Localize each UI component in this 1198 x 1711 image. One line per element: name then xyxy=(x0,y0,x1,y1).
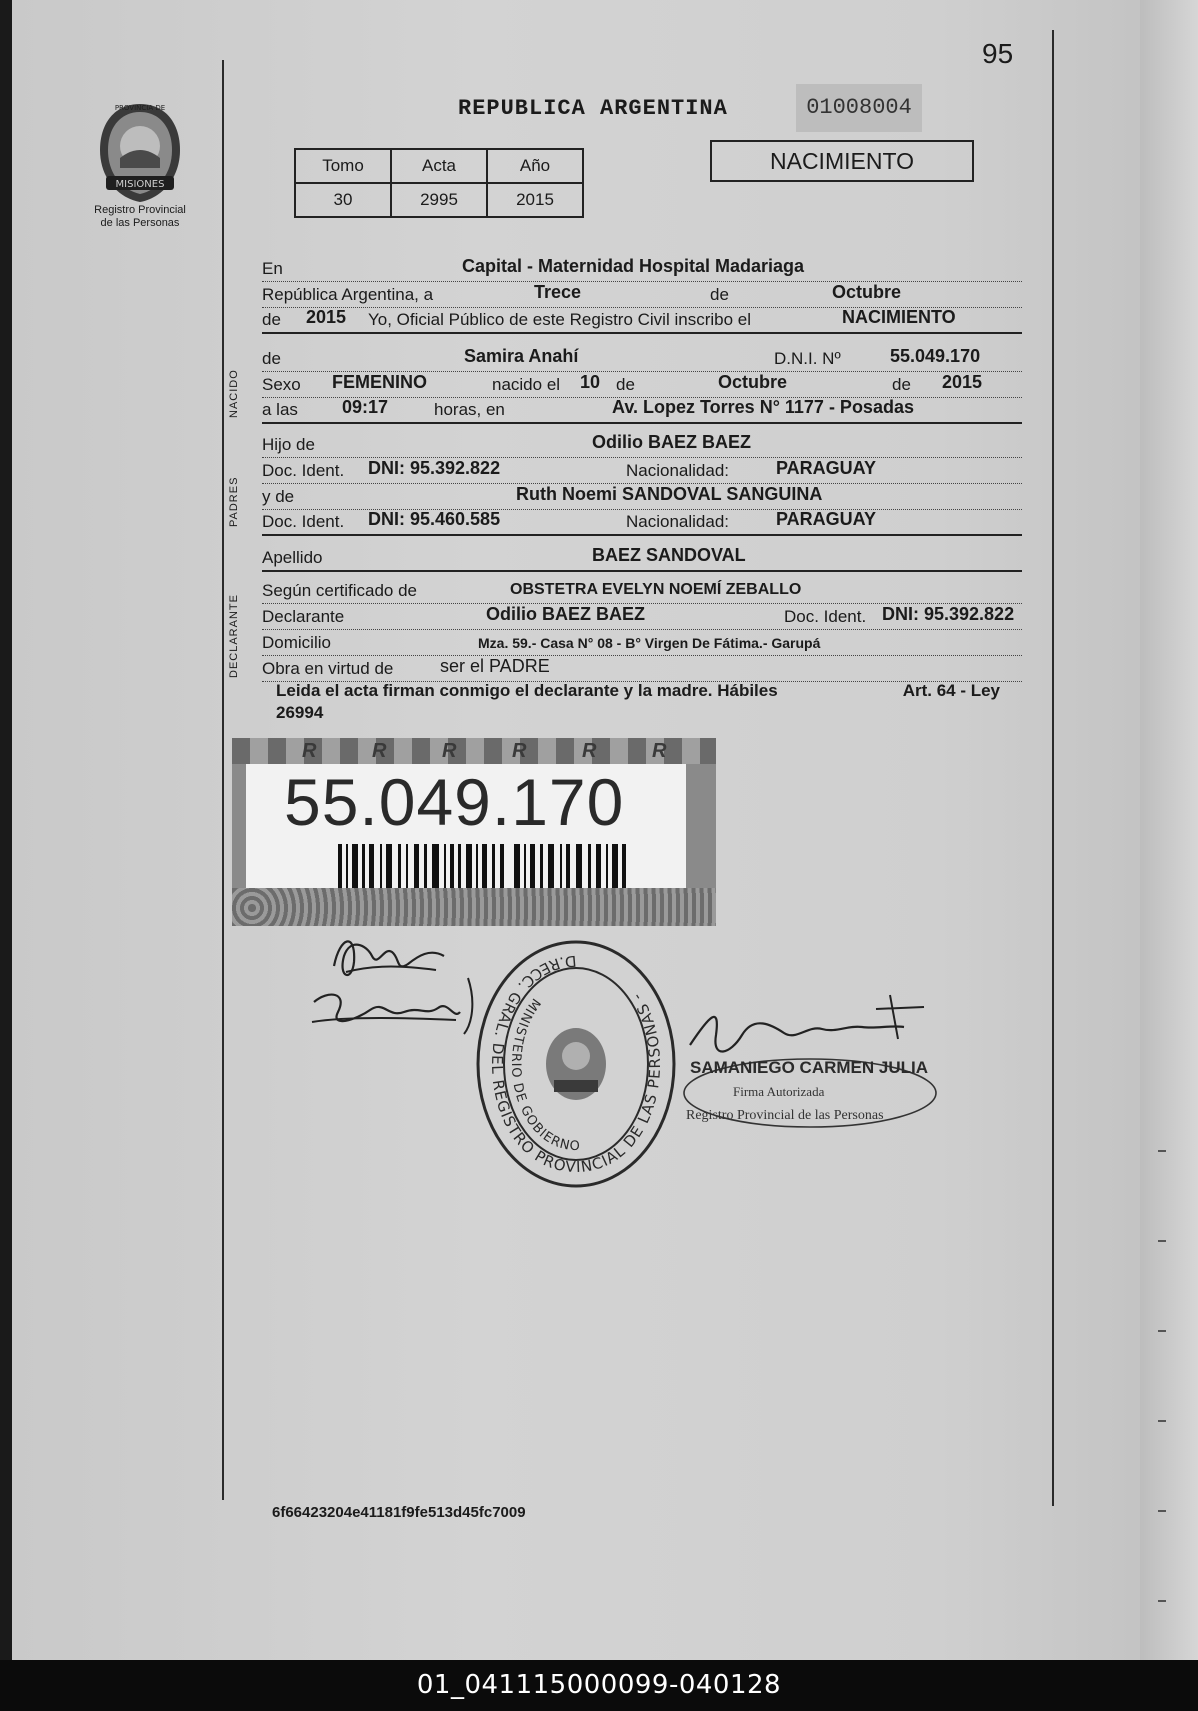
logo-caption-line: Registro Provincial xyxy=(94,204,186,216)
seal-inner-text: MINISTERIO DE GOBIERNO xyxy=(507,995,581,1155)
doc-label: Doc. Ident. xyxy=(784,607,867,626)
sticker-pattern-letter: R xyxy=(372,740,387,762)
and-label: y de xyxy=(262,487,295,506)
edge-tick xyxy=(1158,1510,1166,1512)
day-word-value: Trece xyxy=(534,282,582,302)
born-place-row xyxy=(262,396,1022,424)
sex-value: FEMENINO xyxy=(332,372,428,392)
de-label: de xyxy=(616,375,635,394)
paper-edge xyxy=(1140,0,1198,1660)
record-place-row xyxy=(262,254,1022,282)
father-name-value: Odilio BAEZ BAEZ xyxy=(592,432,751,452)
inscription-value: NACIMIENTO xyxy=(842,307,956,327)
closing-text: Leida el acta firman conmigo el declarante y la madre. Hábiles xyxy=(276,681,778,700)
nationality-label: Nacionalidad: xyxy=(626,512,730,531)
reference-value-tomo: 30 xyxy=(295,183,391,217)
child-name-value: Samira Anahí xyxy=(464,346,579,366)
reference-header-tomo: Tomo xyxy=(295,149,391,183)
born-name-row xyxy=(262,344,1022,372)
sticker-pattern-letter: R xyxy=(512,740,527,762)
registrar-role: Firma Autorizada xyxy=(733,1084,825,1099)
born-date-row xyxy=(262,370,1022,398)
mother-signature xyxy=(308,972,480,1042)
certificate-row xyxy=(262,576,1022,604)
scan-footer-id: 01_041115000099-040128 xyxy=(0,1660,1198,1711)
father-name-row xyxy=(262,430,1022,458)
sticker-label xyxy=(246,764,686,888)
certificate-label: Según certificado de xyxy=(262,581,417,600)
sex-label: Sexo xyxy=(262,375,301,394)
mother-doc-row xyxy=(262,508,1022,536)
reference-value-ano: 2015 xyxy=(487,183,583,217)
reference-value-acta: 2995 xyxy=(391,183,487,217)
father-doc-value: DNI: 95.392.822 xyxy=(368,458,501,478)
born-label: nacido el xyxy=(492,375,561,394)
declarant-doc-value: DNI: 95.392.822 xyxy=(882,604,1015,624)
surname-label: Apellido xyxy=(262,548,323,567)
mother-name-value: Ruth Noemi SANDOVAL SANGUINA xyxy=(516,484,823,504)
province-coat-of-arms-logo xyxy=(92,98,188,208)
place-value: Capital - Maternidad Hospital Madariaga xyxy=(462,256,805,276)
birth-year-value: 2015 xyxy=(942,372,983,392)
sticker-security-pattern xyxy=(232,888,716,926)
address-row xyxy=(262,628,1022,656)
sticker-pattern-letter: R xyxy=(582,740,597,762)
reference-table xyxy=(294,148,584,218)
logo-band-text: MISIONES xyxy=(115,179,165,190)
section-label-padres: PADRES xyxy=(228,476,240,528)
capacity-label: Obra en virtud de xyxy=(262,659,394,678)
closing-statement xyxy=(276,680,1016,724)
right-margin-line xyxy=(1052,30,1054,1506)
logo-caption-line: de las Personas xyxy=(100,217,180,229)
logo-caption xyxy=(80,204,200,230)
edge-tick xyxy=(1158,1420,1166,1422)
mother-name-row xyxy=(262,482,1022,510)
address-label: Domicilio xyxy=(262,633,331,652)
sticker-pattern-letter: R xyxy=(302,740,317,762)
official-seal-stamp xyxy=(474,938,678,1190)
country-title: REPUBLICA ARGENTINA xyxy=(458,96,728,121)
nationality-label: Nacionalidad: xyxy=(626,461,730,480)
act-type-box: NACIMIENTO xyxy=(710,140,974,182)
en-label: En xyxy=(262,259,283,278)
certificate-value: OBSTETRA EVELYN NOEMÍ ZEBALLO xyxy=(510,581,802,598)
birth-time-value: 09:17 xyxy=(342,397,389,417)
month-value: Octubre xyxy=(832,282,902,302)
father-doc-row xyxy=(262,456,1022,484)
birth-day-value: 10 xyxy=(580,372,601,392)
record-date-row xyxy=(262,280,1022,308)
dni-label: D.N.I. Nº xyxy=(774,349,841,368)
de-label: de xyxy=(892,375,911,394)
left-margin-line xyxy=(222,60,224,1500)
doc-label: Doc. Ident. xyxy=(262,512,345,531)
mother-nationality-value: PARAGUAY xyxy=(776,509,877,529)
section-label-declarante: DECLARANTE xyxy=(228,594,240,678)
year-prefix-label: de xyxy=(262,310,281,329)
edge-tick xyxy=(1158,1330,1166,1332)
serial-number-stamp: 01008004 xyxy=(796,84,922,132)
hours-label: horas, en xyxy=(434,400,505,419)
declarant-value: Odilio BAEZ BAEZ xyxy=(486,604,645,624)
barcode-sticker xyxy=(232,738,716,926)
sticker-pattern-letter: R xyxy=(442,740,457,762)
declarant-row xyxy=(262,602,1022,630)
de-label: de xyxy=(710,285,729,304)
barcode-icon xyxy=(338,844,628,890)
record-registrar-row xyxy=(262,306,1022,334)
edge-tick xyxy=(1158,1600,1166,1602)
registrar-name: SAMANIEGO CARMEN JULIA xyxy=(690,1058,929,1077)
child-dni-value: 55.049.170 xyxy=(890,346,981,366)
sticker-pattern-letter: R xyxy=(652,740,667,762)
mother-doc-value: DNI: 95.460.585 xyxy=(368,509,501,529)
surname-row xyxy=(262,544,1022,572)
capacity-row xyxy=(262,654,1022,682)
seal-outer-text: D.RECC. GRAL. DEL REGISTRO PROVINCIAL DE LAS PERSONAS - xyxy=(487,951,665,1177)
birth-month-value: Octubre xyxy=(718,372,788,392)
father-nationality-value: PARAGUAY xyxy=(776,458,877,478)
edge-tick xyxy=(1158,1150,1166,1152)
edge-tick xyxy=(1158,1240,1166,1242)
document-hash: 6f66423204e41181f9fe513d45fc7009 xyxy=(272,1504,526,1521)
reference-header-acta: Acta xyxy=(391,149,487,183)
capacity-value: ser el PADRE xyxy=(440,656,550,676)
sticker-dni-number: 55.049.170 xyxy=(284,765,625,839)
closing-law-number: 26994 xyxy=(276,703,324,722)
logo-arc-text: PROVINCIA DE xyxy=(114,104,166,112)
declarant-address-value: Mza. 59.- Casa N° 08 - B° Virgen De Fátima.- Garupá xyxy=(478,635,821,651)
de-label: de xyxy=(262,349,281,368)
year-value: 2015 xyxy=(306,307,347,327)
birth-address-value: Av. Lopez Torres N° 1177 - Posadas xyxy=(612,397,914,417)
section-label-nacido: NACIDO xyxy=(228,369,240,419)
reference-header-ano: Año xyxy=(487,149,583,183)
at-label: a las xyxy=(262,400,298,419)
closing-article: Art. 64 - Ley xyxy=(902,681,1000,700)
surname-value: BAEZ SANDOVAL xyxy=(592,545,746,565)
son-of-label: Hijo de xyxy=(262,435,315,454)
page-number: 95 xyxy=(982,38,1014,69)
doc-label: Doc. Ident. xyxy=(262,461,345,480)
registrar-organization: Registro Provincial de las Personas xyxy=(686,1108,884,1123)
registrar-text: Yo, Oficial Público de este Registro Civil inscribo el xyxy=(368,310,751,329)
republic-label: República Argentina, a xyxy=(262,285,434,304)
declarant-label: Declarante xyxy=(262,607,345,626)
